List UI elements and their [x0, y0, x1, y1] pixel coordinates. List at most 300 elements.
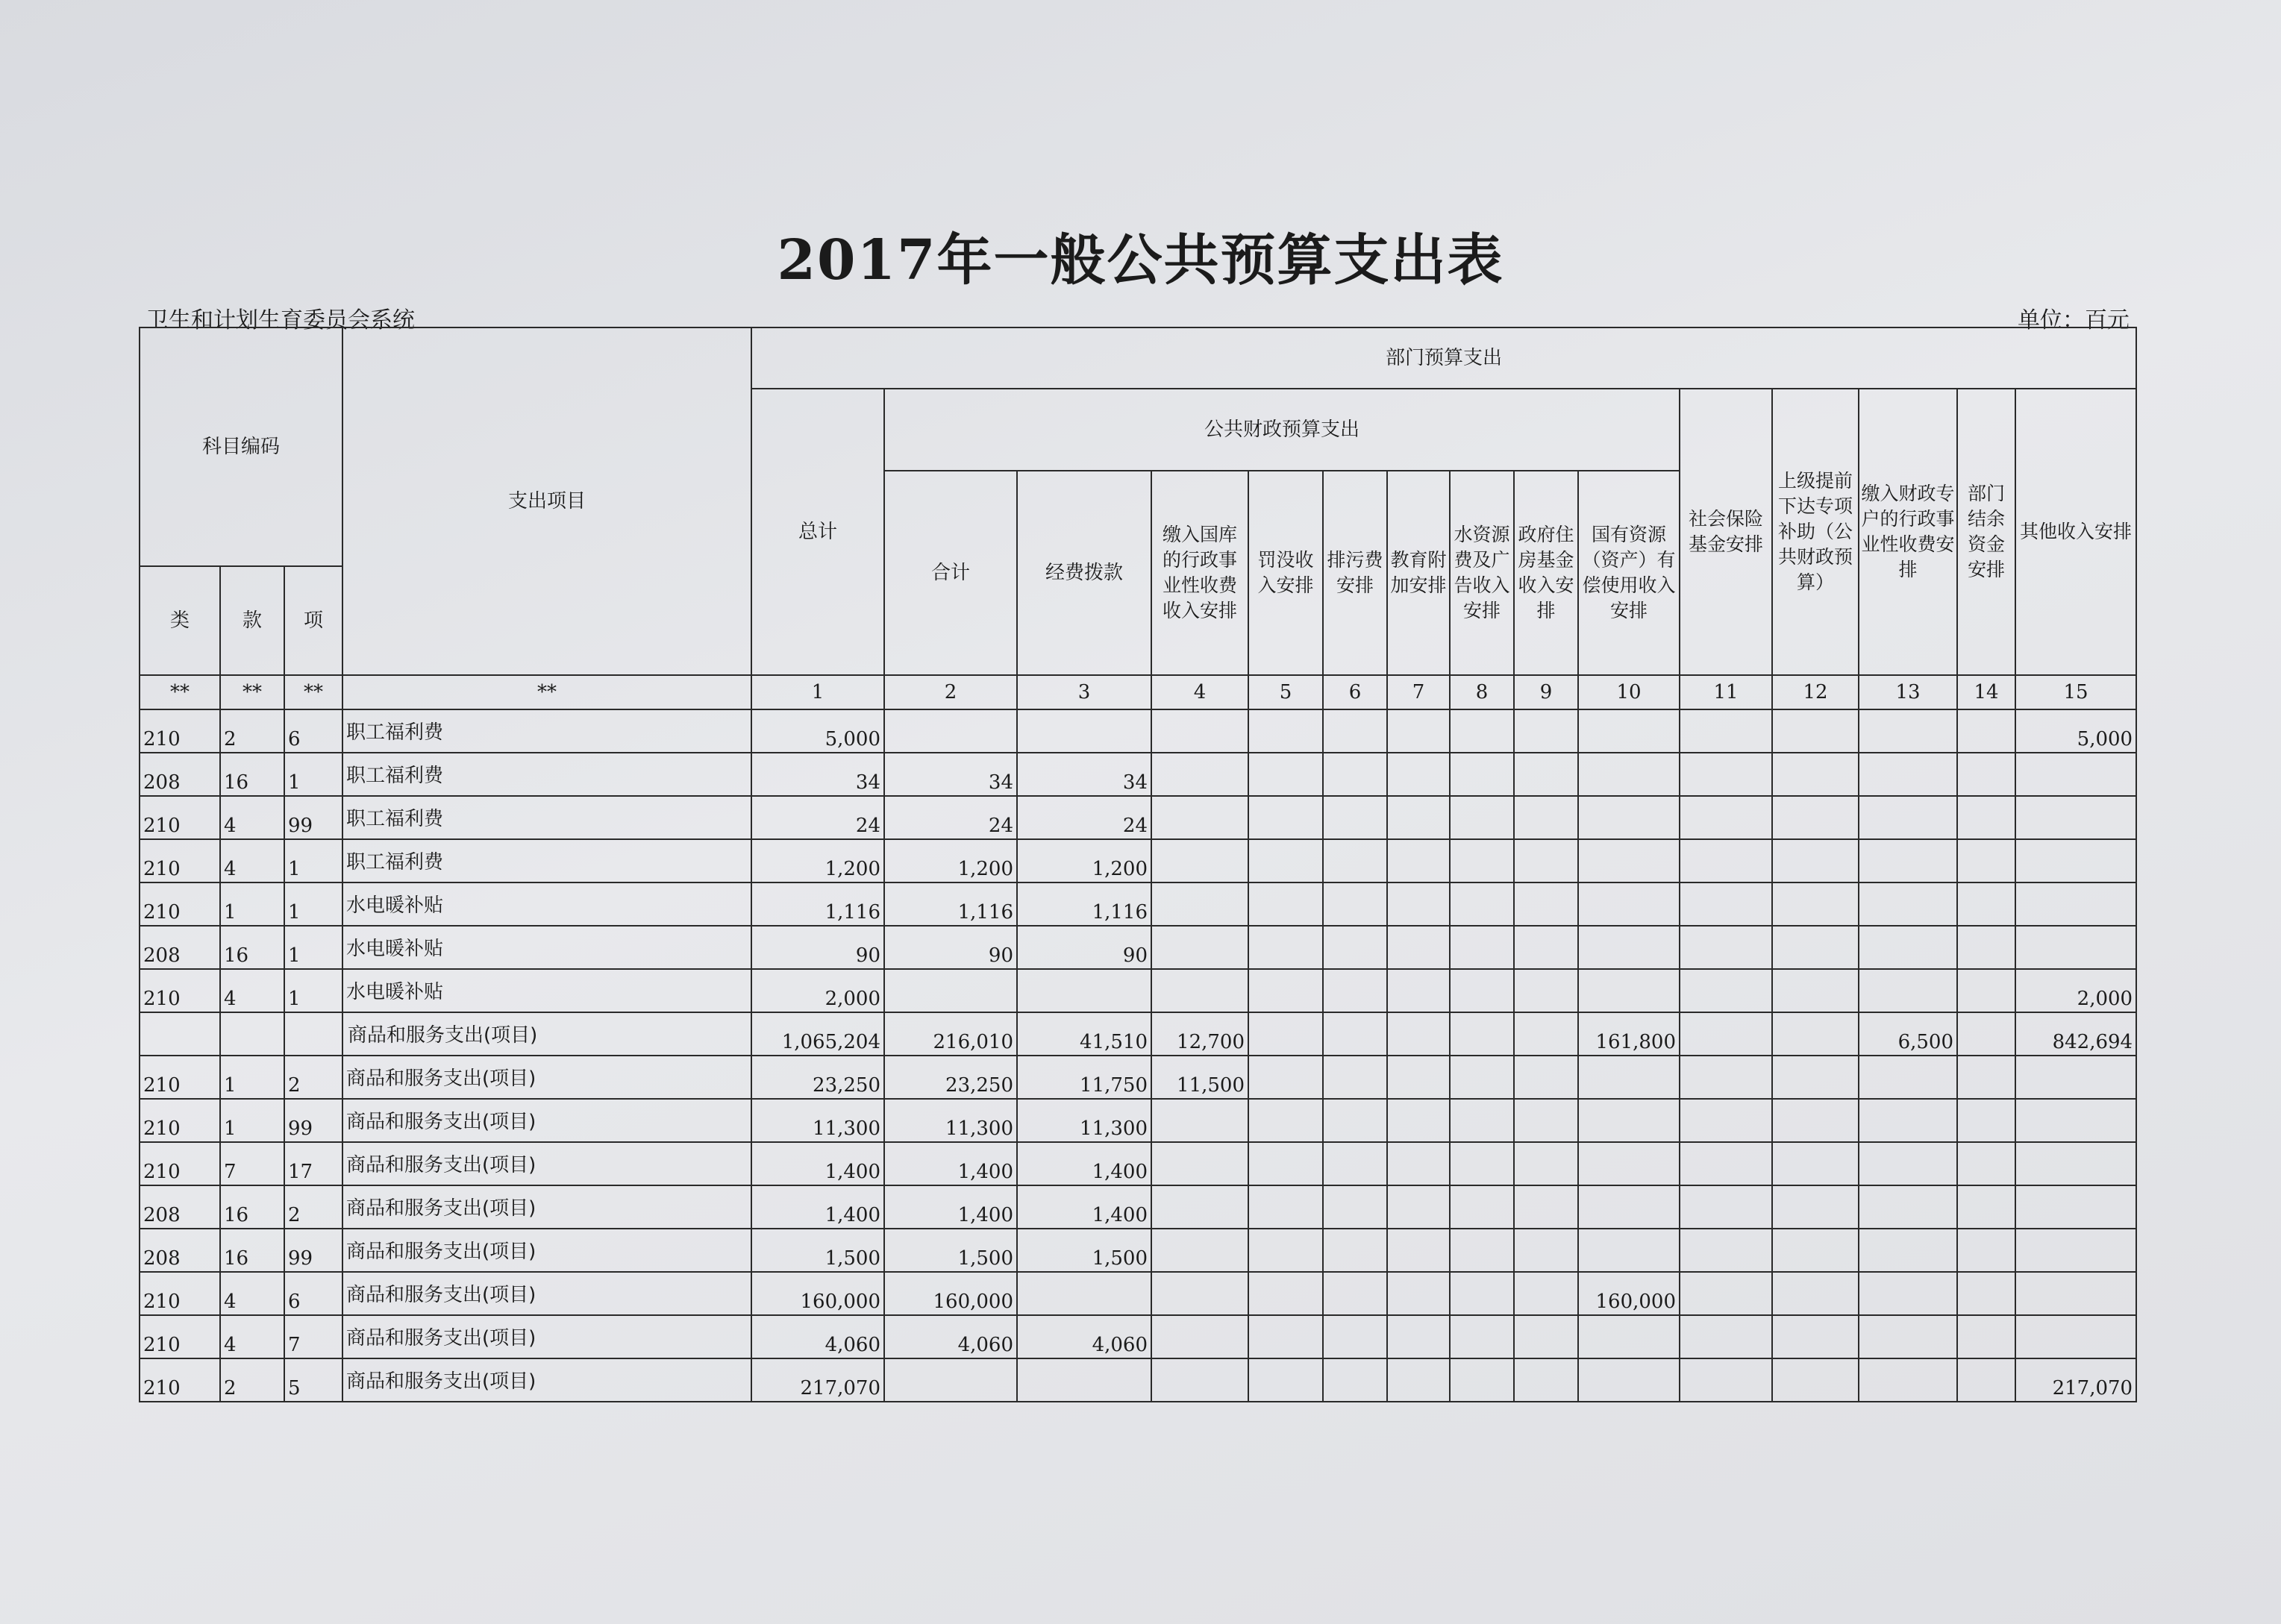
- lei-cell: 210: [140, 1056, 220, 1099]
- amount-cell: [1772, 796, 1859, 839]
- header-c2: 合计: [884, 471, 1017, 675]
- kuan-cell: 7: [220, 1142, 284, 1185]
- column-index-cell: 3: [1017, 675, 1151, 709]
- table-row: [140, 1272, 2136, 1315]
- xiang-cell: 17: [284, 1142, 342, 1185]
- item-name-cell: 水电暖补贴: [342, 882, 751, 926]
- table-row: [140, 1185, 2136, 1229]
- amount-cell: 1,116: [1017, 882, 1151, 926]
- header-public: 公共财政预算支出: [884, 389, 1680, 471]
- column-index-cell: **: [284, 675, 342, 709]
- lei-cell: 208: [140, 1185, 220, 1229]
- table-row: [140, 839, 2136, 882]
- amount-cell: [1957, 1229, 2015, 1272]
- amount-cell: 90: [751, 926, 884, 969]
- amount-cell: [1957, 882, 2015, 926]
- amount-cell: [1957, 709, 2015, 753]
- column-index-cell: 10: [1578, 675, 1680, 709]
- amount-cell: [1323, 969, 1387, 1012]
- amount-cell: [1680, 709, 1772, 753]
- amount-cell: [1387, 1315, 1450, 1358]
- amount-cell: 1,500: [1017, 1229, 1151, 1272]
- table-row: [140, 882, 2136, 926]
- amount-cell: [1859, 1358, 1957, 1402]
- amount-cell: 1,400: [884, 1185, 1017, 1229]
- amount-cell: [1248, 969, 1323, 1012]
- amount-cell: [1772, 1272, 1859, 1315]
- lei-cell: 208: [140, 753, 220, 796]
- kuan-cell: 4: [220, 796, 284, 839]
- column-index-cell: 5: [1248, 675, 1323, 709]
- amount-cell: [1859, 926, 1957, 969]
- amount-cell: 216,010: [884, 1012, 1017, 1056]
- lei-cell: 208: [140, 1229, 220, 1272]
- amount-cell: [1323, 1272, 1387, 1315]
- xiang-cell: 1: [284, 969, 342, 1012]
- amount-cell: [1680, 926, 1772, 969]
- amount-cell: [1680, 1185, 1772, 1229]
- item-name-cell: 商品和服务支出(项目): [342, 1099, 751, 1142]
- amount-cell: [1450, 1315, 1514, 1358]
- header-c10: 国有资源（资产）有偿使用收入安排: [1578, 471, 1680, 675]
- xiang-cell: 99: [284, 796, 342, 839]
- amount-cell: [1859, 709, 1957, 753]
- amount-cell: [2015, 1229, 2136, 1272]
- amount-cell: [1957, 1142, 2015, 1185]
- amount-cell: [1514, 926, 1578, 969]
- amount-cell: 24: [1017, 796, 1151, 839]
- item-name-cell: 商品和服务支出(项目): [342, 1185, 751, 1229]
- amount-cell: [1387, 1272, 1450, 1315]
- amount-cell: [1578, 1099, 1680, 1142]
- amount-cell: 5,000: [2015, 709, 2136, 753]
- amount-cell: [1323, 1358, 1387, 1402]
- item-name-cell: 职工福利费: [342, 709, 751, 753]
- amount-cell: [1387, 969, 1450, 1012]
- amount-cell: 1,400: [751, 1185, 884, 1229]
- amount-cell: [1772, 709, 1859, 753]
- amount-cell: [1514, 796, 1578, 839]
- lei-cell: 210: [140, 1099, 220, 1142]
- amount-cell: 1,200: [751, 839, 884, 882]
- item-name-cell: 职工福利费: [342, 839, 751, 882]
- amount-cell: [1450, 1272, 1514, 1315]
- amount-cell: [1450, 1358, 1514, 1402]
- amount-cell: [1772, 1315, 1859, 1358]
- amount-cell: [1957, 796, 2015, 839]
- header-lei: 类: [140, 566, 220, 675]
- xiang-cell: 2: [284, 1185, 342, 1229]
- table-row: [140, 1012, 2136, 1056]
- amount-cell: [1248, 709, 1323, 753]
- amount-cell: [1387, 1358, 1450, 1402]
- kuan-cell: 16: [220, 1185, 284, 1229]
- amount-cell: [1680, 1272, 1772, 1315]
- amount-cell: [1772, 882, 1859, 926]
- amount-cell: [1450, 926, 1514, 969]
- amount-cell: [1957, 926, 2015, 969]
- amount-cell: 24: [884, 796, 1017, 839]
- amount-cell: 34: [884, 753, 1017, 796]
- table-row: [140, 1142, 2136, 1185]
- amount-cell: [1323, 709, 1387, 753]
- amount-cell: [1772, 839, 1859, 882]
- amount-cell: [1450, 1012, 1514, 1056]
- amount-cell: [1578, 926, 1680, 969]
- unit-label: 单位：百元: [2018, 307, 2130, 333]
- amount-cell: [1248, 1056, 1323, 1099]
- xiang-cell: 6: [284, 1272, 342, 1315]
- amount-cell: [1514, 1012, 1578, 1056]
- amount-cell: [1151, 1142, 1248, 1185]
- amount-cell: [1957, 1358, 2015, 1402]
- xiang-cell: 1: [284, 926, 342, 969]
- amount-cell: 1,116: [884, 882, 1017, 926]
- amount-cell: 2,000: [751, 969, 884, 1012]
- column-index-cell: 1: [751, 675, 884, 709]
- amount-cell: [1514, 1358, 1578, 1402]
- amount-cell: [1859, 1099, 1957, 1142]
- amount-cell: [1151, 1315, 1248, 1358]
- amount-cell: [2015, 839, 2136, 882]
- amount-cell: [2015, 1185, 2136, 1229]
- amount-cell: [1450, 969, 1514, 1012]
- amount-cell: [1772, 1056, 1859, 1099]
- header-c6: 排污费安排: [1323, 471, 1387, 675]
- amount-cell: 1,400: [1017, 1185, 1151, 1229]
- header-c12: 上级提前下达专项补助（公共财政预算）: [1772, 389, 1859, 675]
- amount-cell: [1323, 1185, 1387, 1229]
- amount-cell: [1957, 1272, 2015, 1315]
- kuan-cell: 2: [220, 1358, 284, 1402]
- amount-cell: 1,065,204: [751, 1012, 884, 1056]
- amount-cell: [1323, 1142, 1387, 1185]
- kuan-cell: 4: [220, 839, 284, 882]
- item-name-cell: 水电暖补贴: [342, 969, 751, 1012]
- amount-cell: 2,000: [2015, 969, 2136, 1012]
- xiang-cell: 7: [284, 1315, 342, 1358]
- amount-cell: [1248, 753, 1323, 796]
- amount-cell: [1578, 1056, 1680, 1099]
- amount-cell: [1248, 796, 1323, 839]
- kuan-cell: 16: [220, 926, 284, 969]
- amount-cell: [1248, 1358, 1323, 1402]
- amount-cell: [1248, 1315, 1323, 1358]
- amount-cell: [1680, 1229, 1772, 1272]
- xiang-cell: 1: [284, 882, 342, 926]
- amount-cell: [1578, 796, 1680, 839]
- amount-cell: [1957, 1056, 2015, 1099]
- amount-cell: [1680, 1142, 1772, 1185]
- header-c11: 社会保险基金安排: [1680, 389, 1772, 675]
- budget-table: [139, 327, 2137, 1402]
- amount-cell: [1387, 882, 1450, 926]
- column-index-cell: 4: [1151, 675, 1248, 709]
- header-c7: 教育附加安排: [1387, 471, 1450, 675]
- xiang-cell: 99: [284, 1229, 342, 1272]
- xiang-cell: 99: [284, 1099, 342, 1142]
- amount-cell: [1772, 926, 1859, 969]
- amount-cell: [1680, 882, 1772, 926]
- kuan-cell: 1: [220, 1099, 284, 1142]
- amount-cell: [1151, 1229, 1248, 1272]
- amount-cell: [1772, 1099, 1859, 1142]
- column-index-cell: 6: [1323, 675, 1387, 709]
- amount-cell: 160,000: [751, 1272, 884, 1315]
- amount-cell: [1387, 926, 1450, 969]
- amount-cell: [2015, 1099, 2136, 1142]
- table-body: [140, 709, 2136, 1402]
- column-index-cell: **: [220, 675, 284, 709]
- amount-cell: [2015, 796, 2136, 839]
- lei-cell: 210: [140, 839, 220, 882]
- amount-cell: 90: [1017, 926, 1151, 969]
- amount-cell: 217,070: [751, 1358, 884, 1402]
- amount-cell: [1578, 709, 1680, 753]
- amount-cell: [1248, 1229, 1323, 1272]
- lei-cell: 210: [140, 969, 220, 1012]
- table-row: [140, 1056, 2136, 1099]
- amount-cell: [1578, 839, 1680, 882]
- kuan-cell: 16: [220, 1229, 284, 1272]
- amount-cell: 23,250: [751, 1056, 884, 1099]
- amount-cell: [1514, 1229, 1578, 1272]
- amount-cell: [1680, 1099, 1772, 1142]
- table-row: [140, 969, 2136, 1012]
- header-kuan: 款: [220, 566, 284, 675]
- amount-cell: 6,500: [1859, 1012, 1957, 1056]
- amount-cell: [1387, 1099, 1450, 1142]
- column-index-cell: **: [140, 675, 220, 709]
- header-xiang: 项: [284, 566, 342, 675]
- amount-cell: [1450, 796, 1514, 839]
- amount-cell: [1514, 709, 1578, 753]
- item-name-cell: 商品和服务支出(项目): [342, 1012, 751, 1056]
- amount-cell: [1680, 753, 1772, 796]
- amount-cell: [1450, 1056, 1514, 1099]
- amount-cell: [1957, 1012, 2015, 1056]
- amount-cell: [1680, 796, 1772, 839]
- amount-cell: 1,500: [884, 1229, 1017, 1272]
- amount-cell: 34: [751, 753, 884, 796]
- amount-cell: [1578, 1142, 1680, 1185]
- amount-cell: 1,200: [1017, 839, 1151, 882]
- amount-cell: [1151, 796, 1248, 839]
- column-index-cell: 12: [1772, 675, 1859, 709]
- table-row: [140, 1099, 2136, 1142]
- table-row: [140, 753, 2136, 796]
- amount-cell: 1,400: [884, 1142, 1017, 1185]
- amount-cell: [1450, 1099, 1514, 1142]
- amount-cell: 842,694: [2015, 1012, 2136, 1056]
- column-index-cell: 14: [1957, 675, 2015, 709]
- table-row: [140, 1315, 2136, 1358]
- amount-cell: [1772, 1142, 1859, 1185]
- amount-cell: [1957, 969, 2015, 1012]
- amount-cell: [1017, 969, 1151, 1012]
- amount-cell: [1323, 1012, 1387, 1056]
- kuan-cell: 1: [220, 1056, 284, 1099]
- amount-cell: [1772, 1358, 1859, 1402]
- header-c9: 政府住房基金收入安排: [1514, 471, 1578, 675]
- amount-cell: [1450, 882, 1514, 926]
- amount-cell: [1248, 1099, 1323, 1142]
- amount-cell: [1772, 753, 1859, 796]
- page-title: 2017年一般公共预算支出表: [777, 228, 1504, 292]
- amount-cell: [1323, 882, 1387, 926]
- amount-cell: [2015, 1142, 2136, 1185]
- amount-cell: 4,060: [751, 1315, 884, 1358]
- xiang-cell: 5: [284, 1358, 342, 1402]
- amount-cell: [1387, 1056, 1450, 1099]
- amount-cell: [1772, 1229, 1859, 1272]
- amount-cell: [1859, 1185, 1957, 1229]
- header-c5: 罚没收入安排: [1248, 471, 1323, 675]
- amount-cell: [1323, 1315, 1387, 1358]
- header-c14: 部门结余资金安排: [1957, 389, 2015, 675]
- amount-cell: [1323, 796, 1387, 839]
- amount-cell: [1017, 1272, 1151, 1315]
- lei-cell: 208: [140, 926, 220, 969]
- amount-cell: [1772, 969, 1859, 1012]
- amount-cell: [1017, 709, 1151, 753]
- amount-cell: [1450, 709, 1514, 753]
- amount-cell: 34: [1017, 753, 1151, 796]
- amount-cell: [1151, 969, 1248, 1012]
- amount-cell: [1578, 1315, 1680, 1358]
- amount-cell: [1514, 882, 1578, 926]
- amount-cell: [1151, 1358, 1248, 1402]
- column-index-cell: **: [342, 675, 751, 709]
- amount-cell: [1859, 796, 1957, 839]
- amount-cell: [2015, 1272, 2136, 1315]
- amount-cell: [884, 709, 1017, 753]
- header-item: 支出项目: [342, 327, 751, 675]
- amount-cell: [1248, 1012, 1323, 1056]
- item-name-cell: 商品和服务支出(项目): [342, 1229, 751, 1272]
- amount-cell: [1578, 1229, 1680, 1272]
- amount-cell: [1248, 1185, 1323, 1229]
- amount-cell: [1859, 882, 1957, 926]
- amount-cell: [1957, 753, 2015, 796]
- column-index-cell: 2: [884, 675, 1017, 709]
- header-total: 总计: [751, 389, 884, 675]
- lei-cell: 210: [140, 796, 220, 839]
- item-name-cell: 商品和服务支出(项目): [342, 1358, 751, 1402]
- amount-cell: 4,060: [1017, 1315, 1151, 1358]
- amount-cell: [884, 1358, 1017, 1402]
- table-row: [140, 709, 2136, 753]
- amount-cell: 11,500: [1151, 1056, 1248, 1099]
- amount-cell: [1514, 1099, 1578, 1142]
- amount-cell: [1859, 1056, 1957, 1099]
- amount-cell: [1578, 753, 1680, 796]
- amount-cell: 160,000: [884, 1272, 1017, 1315]
- amount-cell: [1578, 882, 1680, 926]
- amount-cell: [1450, 1185, 1514, 1229]
- amount-cell: [1450, 1229, 1514, 1272]
- amount-cell: [1151, 926, 1248, 969]
- item-name-cell: 商品和服务支出(项目): [342, 1315, 751, 1358]
- amount-cell: [1151, 839, 1248, 882]
- amount-cell: [1957, 1099, 2015, 1142]
- amount-cell: [1248, 1142, 1323, 1185]
- item-name-cell: 商品和服务支出(项目): [342, 1272, 751, 1315]
- organization-label: 卫生和计划生育委员会系统: [146, 307, 415, 333]
- table-row: [140, 1229, 2136, 1272]
- amount-cell: 24: [751, 796, 884, 839]
- kuan-cell: 16: [220, 753, 284, 796]
- table-header: [140, 327, 2136, 709]
- kuan-cell: 4: [220, 969, 284, 1012]
- amount-cell: 1,200: [884, 839, 1017, 882]
- amount-cell: 12,700: [1151, 1012, 1248, 1056]
- header-c13: 缴入财政专户的行政事业性收费安排: [1859, 389, 1957, 675]
- xiang-cell: 1: [284, 839, 342, 882]
- xiang-cell: 6: [284, 709, 342, 753]
- amount-cell: 161,800: [1578, 1012, 1680, 1056]
- amount-cell: 90: [884, 926, 1017, 969]
- amount-cell: [1859, 1272, 1957, 1315]
- amount-cell: [1248, 1272, 1323, 1315]
- amount-cell: [1323, 1229, 1387, 1272]
- amount-cell: [2015, 882, 2136, 926]
- kuan-cell: [220, 1012, 284, 1056]
- amount-cell: 23,250: [884, 1056, 1017, 1099]
- kuan-cell: 4: [220, 1272, 284, 1315]
- amount-cell: [1323, 1056, 1387, 1099]
- amount-cell: [1017, 1358, 1151, 1402]
- amount-cell: [1151, 882, 1248, 926]
- amount-cell: [1859, 969, 1957, 1012]
- amount-cell: 1,400: [1017, 1142, 1151, 1185]
- amount-cell: [1957, 1185, 2015, 1229]
- amount-cell: [1387, 1012, 1450, 1056]
- amount-cell: [1248, 882, 1323, 926]
- amount-cell: [1387, 1185, 1450, 1229]
- lei-cell: 210: [140, 1358, 220, 1402]
- kuan-cell: 4: [220, 1315, 284, 1358]
- header-dept: 部门预算支出: [751, 327, 2136, 389]
- amount-cell: [1680, 1358, 1772, 1402]
- lei-cell: [140, 1012, 220, 1056]
- amount-cell: 5,000: [751, 709, 884, 753]
- amount-cell: [1387, 753, 1450, 796]
- kuan-cell: 2: [220, 709, 284, 753]
- item-name-cell: 职工福利费: [342, 796, 751, 839]
- amount-cell: 1,116: [751, 882, 884, 926]
- amount-cell: [1387, 1142, 1450, 1185]
- amount-cell: [1151, 753, 1248, 796]
- amount-cell: [1578, 969, 1680, 1012]
- amount-cell: [1387, 839, 1450, 882]
- amount-cell: [884, 969, 1017, 1012]
- header-c3: 经费拨款: [1017, 471, 1151, 675]
- header-c15: 其他收入安排: [2015, 389, 2136, 675]
- column-index-row: [140, 675, 2136, 709]
- lei-cell: 210: [140, 1315, 220, 1358]
- amount-cell: [1859, 1142, 1957, 1185]
- amount-cell: [1514, 1272, 1578, 1315]
- amount-cell: 11,300: [751, 1099, 884, 1142]
- amount-cell: 11,300: [1017, 1099, 1151, 1142]
- amount-cell: [1680, 969, 1772, 1012]
- amount-cell: [1514, 753, 1578, 796]
- amount-cell: [1859, 1315, 1957, 1358]
- amount-cell: 41,510: [1017, 1012, 1151, 1056]
- xiang-cell: 1: [284, 753, 342, 796]
- amount-cell: [1387, 1229, 1450, 1272]
